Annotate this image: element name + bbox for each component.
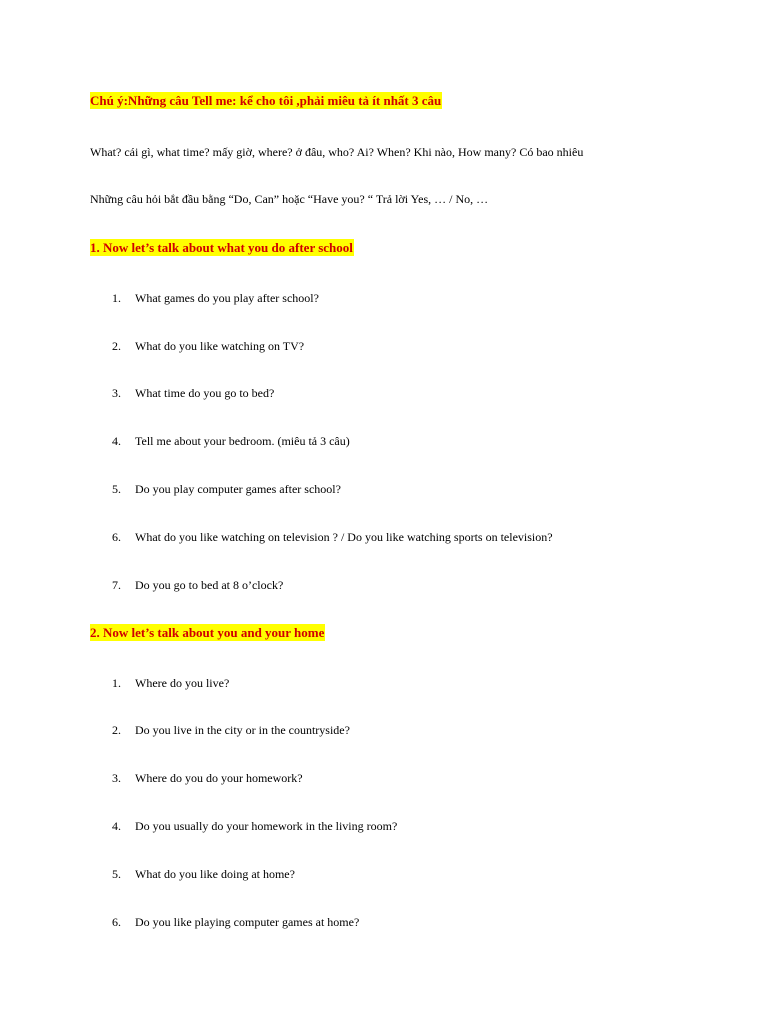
list-item-text: Do you play computer games after school? — [135, 482, 341, 496]
list-item — [112, 818, 397, 834]
list-item — [112, 770, 303, 786]
list-item-text: Do you live in the city or in the countryside? — [135, 723, 350, 737]
list-item-number: 2. — [112, 723, 121, 737]
list-item — [112, 722, 350, 738]
list-item-number: 1. — [112, 291, 121, 305]
list-item-number: 6. — [112, 915, 121, 929]
list-item-text: Where do you do your homework? — [135, 771, 303, 785]
list-item — [112, 385, 274, 401]
list-item-number: 3. — [112, 386, 121, 400]
list-item-number: 3. — [112, 771, 121, 785]
list-item-number: 5. — [112, 482, 121, 496]
list-item — [112, 577, 283, 593]
list-item — [112, 338, 304, 354]
note-yes-no-questions: Những câu hỏi bắt đầu bằng “Do, Can” hoặc “Have you? “ Trả lời Yes, … / No, … — [90, 192, 489, 206]
note-question-words: What? cái gì, what time? mấy giờ, where? ở đâu, who? Ai? When? Khi nào, How many? Có bao nhiêu — [90, 145, 584, 159]
list-item-number: 7. — [112, 578, 121, 592]
list-item-text: Do you usually do your homework in the living room? — [135, 819, 398, 833]
list-item-text: What do you like doing at home? — [135, 867, 295, 881]
list-item-number: 6. — [112, 530, 121, 544]
list-item — [112, 529, 553, 545]
list-item-number: 1. — [112, 676, 121, 690]
list-item-text: What do you like watching on television ? / Do you like watching sports on television? — [135, 530, 553, 544]
list-item — [112, 433, 350, 449]
list-item — [112, 914, 359, 930]
list-item — [112, 290, 319, 306]
list-item-text: Do you go to bed at 8 o’clock? — [135, 578, 284, 592]
list-item-text: Tell me about your bedroom. (miêu tả 3 câu) — [135, 434, 350, 448]
list-item-number: 4. — [112, 434, 121, 448]
list-item-text: Where do you live? — [135, 676, 230, 690]
list-item-number: 5. — [112, 867, 121, 881]
list-item — [112, 866, 295, 882]
list-item-text: Do you like playing computer games at home? — [135, 915, 360, 929]
list-item-text: What games do you play after school? — [135, 291, 319, 305]
list-item — [112, 675, 229, 691]
note-title: Chú ý:Những câu Tell me: kể cho tôi ,phải miêu tả ít nhất 3 câu — [90, 93, 442, 108]
list-item-text: What time do you go to bed? — [135, 386, 275, 400]
section-heading-you-and-your-home: 2. Now let’s talk about you and your home — [90, 625, 325, 640]
list-item-number: 2. — [112, 339, 121, 353]
list-item — [112, 481, 341, 497]
list-item-text: What do you like watching on TV? — [135, 339, 305, 353]
section-heading-after-school: 1. Now let’s talk about what you do after school — [90, 240, 353, 255]
list-item-number: 4. — [112, 819, 121, 833]
